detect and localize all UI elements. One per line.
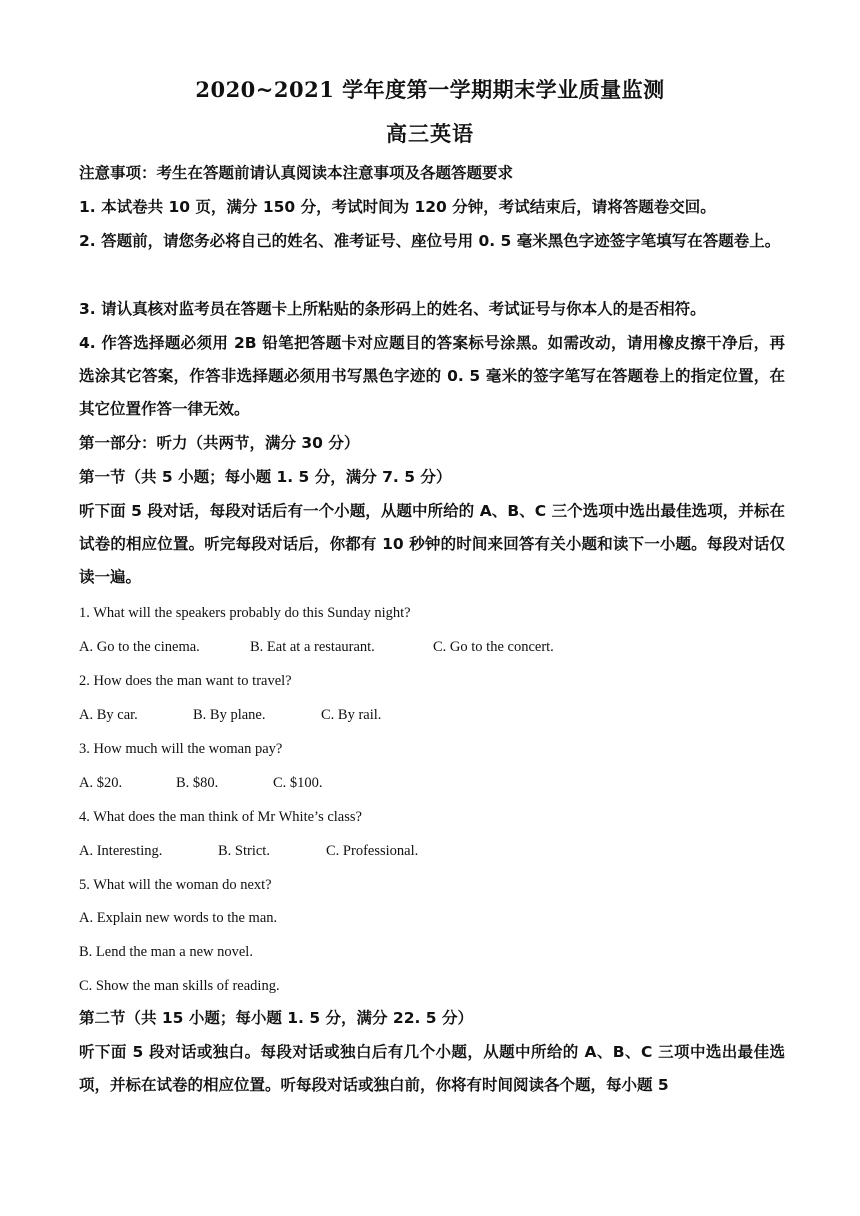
option-b: B. $80. — [176, 775, 219, 791]
question-3-options — [79, 773, 323, 793]
exam-title: 2020~2021 学年度第一学期期末学业质量监测 — [195, 77, 665, 102]
option-c: C. Professional. — [326, 843, 419, 859]
question-1-options — [79, 637, 554, 657]
option-c: C. $100. — [273, 775, 323, 791]
option-a: A. $20. — [79, 775, 123, 791]
option-a: A. Go to the cinema. — [79, 639, 200, 655]
exam-subject: 高三英语 — [386, 121, 474, 146]
section1-instructions: 听下面 5 段对话，每段对话后有一个小题，从题中所给的 A、B、C 三个选项中选出最佳选项，并标在试卷的相应位置。听完每段对话后，你都有 10 秒钟的时间来回答有关小题和读下一小题。每段对话仅读一遍。 — [79, 502, 785, 586]
option-b: B. By plane. — [193, 707, 266, 723]
question-5-option-a: A. Explain new words to the man. — [79, 910, 278, 926]
question-2-options — [79, 705, 381, 725]
notice-heading: 注意事项：考生在答题前请认真阅读本注意事项及各题答题要求 — [79, 164, 514, 182]
notice-item-4: 4. 作答选择题必须用 2B 铅笔把答题卡对应题目的答案标号涂黑。如需改动，请用橡皮擦干净后，再选涂其它答案，作答非选择题必须用书写黑色字迹的 0. 5 毫米的签字笔写在答题卷上的指定位置，在其它位置作答一律无效。 — [79, 334, 785, 418]
notice-item-3: 3. 请认真核对监考员在答题卡上所粘贴的条形码上的姓名、考试证号与你本人的是否相符。 — [79, 300, 706, 318]
section1-heading: 第一节（共 5 小题；每小题 1. 5 分，满分 7. 5 分） — [79, 468, 452, 486]
question-5: 5. What will the woman do next? — [79, 877, 272, 893]
notice-item-2: 2. 答题前，请您务必将自己的姓名、准考证号、座位号用 0. 5 毫米黑色字迹签字笔填写在答题卷上。 — [79, 232, 781, 250]
option-c: C. Go to the concert. — [433, 639, 554, 655]
question-2: 2. How does the man want to travel? — [79, 673, 292, 689]
question-4-options — [79, 841, 418, 861]
option-a: A. Interesting. — [79, 843, 163, 859]
question-5-option-c: C. Show the man skills of reading. — [79, 978, 280, 994]
option-c: C. By rail. — [321, 707, 382, 723]
question-5-option-b: B. Lend the man a new novel. — [79, 944, 253, 960]
option-b: B. Eat at a restaurant. — [250, 639, 375, 655]
question-1: 1. What will the speakers probably do this Sunday night? — [79, 605, 411, 621]
section2-heading: 第二节（共 15 小题；每小题 1. 5 分，满分 22. 5 分） — [79, 1009, 473, 1027]
question-4: 4. What does the man think of Mr White’s class? — [79, 809, 362, 825]
section2-instructions: 听下面 5 段对话或独白。每段对话或独白后有几个小题，从题中所给的 A、B、C 三项中选出最佳选项，并标在试卷的相应位置。听每段对话或独白前，你将有时间阅读各个题，每小题 5 — [79, 1043, 785, 1094]
question-3: 3. How much will the woman pay? — [79, 741, 283, 757]
option-a: A. By car. — [79, 707, 138, 723]
part1-heading: 第一部分：听力（共两节，满分 30 分） — [79, 434, 360, 452]
notice-item-1: 1. 本试卷共 10 页，满分 150 分，考试时间为 120 分钟，考试结束后，请将答题卷交回。 — [79, 198, 716, 216]
option-b: B. Strict. — [218, 843, 270, 859]
